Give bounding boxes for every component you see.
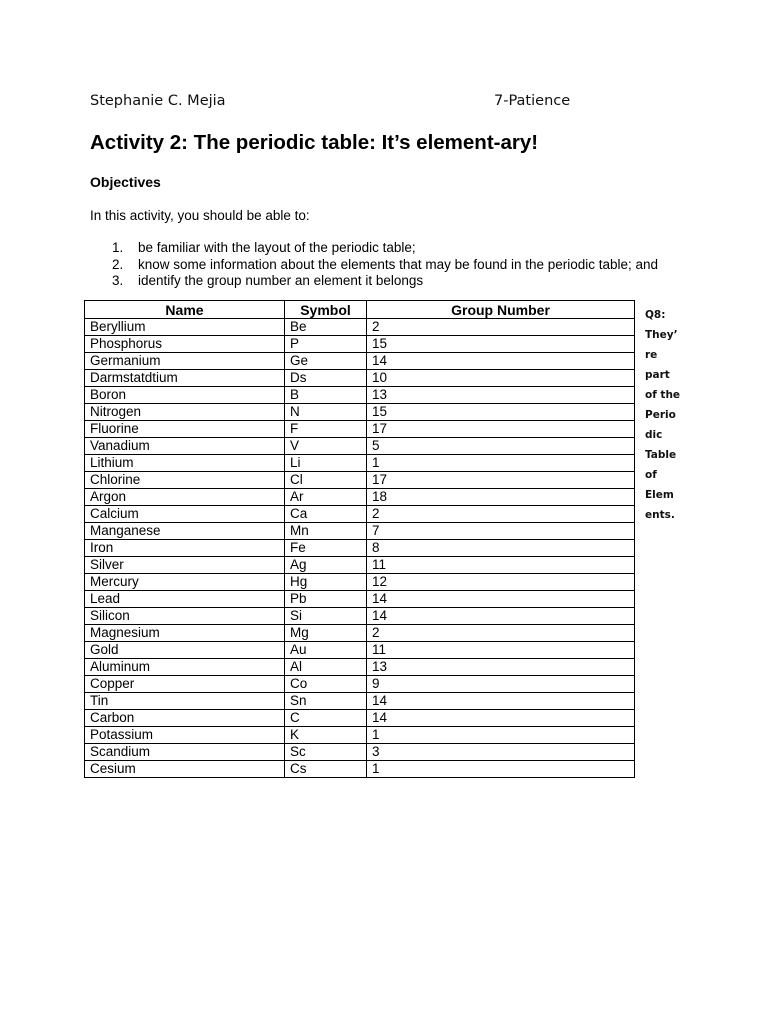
element-group-cell: 14 bbox=[367, 591, 635, 608]
element-name-cell: Cesium bbox=[85, 761, 285, 778]
table-row bbox=[85, 353, 635, 370]
objective-text: be familiar with the layout of the periodic table; bbox=[138, 240, 416, 255]
activity-title: Activity 2: The periodic table: It’s element-ary! bbox=[90, 131, 539, 154]
element-symbol-cell: K bbox=[285, 727, 367, 744]
table-row bbox=[85, 693, 635, 710]
side-note-line: re bbox=[645, 349, 658, 361]
element-name-cell: Nitrogen bbox=[85, 404, 285, 421]
element-name-cell: Fluorine bbox=[85, 421, 285, 438]
element-symbol-cell: Cl bbox=[285, 472, 367, 489]
side-note-line: of the bbox=[645, 389, 681, 401]
objective-item bbox=[112, 240, 658, 257]
element-symbol-cell: Be bbox=[285, 319, 367, 336]
side-note-line: part bbox=[645, 369, 670, 381]
element-symbol-cell: Si bbox=[285, 608, 367, 625]
objectives-heading: Objectives bbox=[90, 174, 161, 190]
table-row bbox=[85, 421, 635, 438]
table-row bbox=[85, 727, 635, 744]
element-name-cell: Silicon bbox=[85, 608, 285, 625]
side-note-line: of bbox=[645, 469, 657, 481]
element-name-cell: Copper bbox=[85, 676, 285, 693]
element-symbol-cell: Ar bbox=[285, 489, 367, 506]
table-row bbox=[85, 659, 635, 676]
element-group-cell: 14 bbox=[367, 710, 635, 727]
element-group-cell: 18 bbox=[367, 489, 635, 506]
header-name: Name bbox=[85, 301, 285, 319]
element-symbol-cell: Ge bbox=[285, 353, 367, 370]
element-group-cell: 1 bbox=[367, 761, 635, 778]
objective-number: 1. bbox=[112, 240, 124, 255]
element-name-cell: Chlorine bbox=[85, 472, 285, 489]
element-group-cell: 13 bbox=[367, 387, 635, 404]
element-name-cell: Potassium bbox=[85, 727, 285, 744]
element-name-cell: Silver bbox=[85, 557, 285, 574]
element-name-cell: Scandium bbox=[85, 744, 285, 761]
objective-text: know some information about the elements that may be found in the periodic table; and bbox=[138, 256, 659, 272]
table-row bbox=[85, 710, 635, 727]
element-group-cell: 2 bbox=[367, 625, 635, 642]
objective-number: 2. bbox=[112, 256, 124, 272]
element-name-cell: Argon bbox=[85, 489, 285, 506]
side-note-line: Q8: bbox=[645, 309, 666, 321]
element-symbol-cell: N bbox=[285, 404, 367, 421]
element-name-cell: Beryllium bbox=[85, 319, 285, 336]
element-name-cell: Iron bbox=[85, 540, 285, 557]
side-note-line: They’ bbox=[645, 329, 678, 341]
element-name-cell: Vanadium bbox=[85, 438, 285, 455]
table-row bbox=[85, 370, 635, 387]
element-group-cell: 3 bbox=[367, 744, 635, 761]
element-symbol-cell: V bbox=[285, 438, 367, 455]
table-row bbox=[85, 591, 635, 608]
objectives-intro: In this activity, you should be able to: bbox=[90, 208, 310, 223]
table-header-row bbox=[85, 301, 635, 319]
element-symbol-cell: Au bbox=[285, 642, 367, 659]
table-row bbox=[85, 642, 635, 659]
element-group-cell: 2 bbox=[367, 319, 635, 336]
element-symbol-cell: Ca bbox=[285, 506, 367, 523]
element-group-cell: 15 bbox=[367, 404, 635, 421]
element-group-cell: 2 bbox=[367, 506, 635, 523]
table-row bbox=[85, 608, 635, 625]
element-name-cell: Gold bbox=[85, 642, 285, 659]
element-symbol-cell: Mn bbox=[285, 523, 367, 540]
header-group-number: Group Number bbox=[367, 301, 635, 319]
table-row bbox=[85, 387, 635, 404]
objective-text: identify the group number an element it belongs bbox=[138, 273, 424, 288]
element-symbol-cell: C bbox=[285, 710, 367, 727]
element-group-cell: 10 bbox=[367, 370, 635, 387]
elements-table bbox=[84, 300, 635, 778]
table-row bbox=[85, 676, 635, 693]
class-section: 7-Patience bbox=[494, 93, 571, 109]
objective-item bbox=[112, 257, 658, 274]
element-group-cell: 14 bbox=[367, 693, 635, 710]
table-row bbox=[85, 404, 635, 421]
table-row bbox=[85, 319, 635, 336]
element-group-cell: 17 bbox=[367, 472, 635, 489]
element-group-cell: 7 bbox=[367, 523, 635, 540]
table-row bbox=[85, 761, 635, 778]
element-name-cell: Mercury bbox=[85, 574, 285, 591]
element-name-cell: Phosphorus bbox=[85, 336, 285, 353]
header-symbol: Symbol bbox=[285, 301, 367, 319]
element-symbol-cell: Ds bbox=[285, 370, 367, 387]
table-row bbox=[85, 744, 635, 761]
objective-number: 3. bbox=[112, 273, 124, 288]
element-symbol-cell: Ag bbox=[285, 557, 367, 574]
table-row bbox=[85, 506, 635, 523]
element-name-cell: Lead bbox=[85, 591, 285, 608]
element-group-cell: 14 bbox=[367, 608, 635, 625]
table-row bbox=[85, 472, 635, 489]
element-name-cell: Calcium bbox=[85, 506, 285, 523]
element-group-cell: 1 bbox=[367, 727, 635, 744]
element-group-cell: 14 bbox=[367, 353, 635, 370]
objectives-list bbox=[112, 240, 658, 290]
side-note-line: Table bbox=[645, 449, 677, 461]
side-note-line: ents. bbox=[645, 509, 675, 521]
element-group-cell: 12 bbox=[367, 574, 635, 591]
element-name-cell: Tin bbox=[85, 693, 285, 710]
element-group-cell: 15 bbox=[367, 336, 635, 353]
table-row bbox=[85, 489, 635, 506]
element-group-cell: 5 bbox=[367, 438, 635, 455]
element-symbol-cell: Pb bbox=[285, 591, 367, 608]
element-symbol-cell: Sc bbox=[285, 744, 367, 761]
objective-item bbox=[112, 273, 658, 290]
element-symbol-cell: P bbox=[285, 336, 367, 353]
table-row bbox=[85, 455, 635, 472]
element-group-cell: 11 bbox=[367, 642, 635, 659]
student-name: Stephanie C. Mejia bbox=[90, 93, 226, 109]
side-note-line: dic bbox=[645, 429, 663, 441]
element-name-cell: Aluminum bbox=[85, 659, 285, 676]
element-symbol-cell: Mg bbox=[285, 625, 367, 642]
side-note-line: Elem bbox=[645, 489, 674, 501]
element-group-cell: 17 bbox=[367, 421, 635, 438]
element-name-cell: Lithium bbox=[85, 455, 285, 472]
element-group-cell: 1 bbox=[367, 455, 635, 472]
element-symbol-cell: Li bbox=[285, 455, 367, 472]
element-symbol-cell: Co bbox=[285, 676, 367, 693]
element-symbol-cell: F bbox=[285, 421, 367, 438]
q8-side-note bbox=[645, 305, 695, 525]
element-name-cell: Magnesium bbox=[85, 625, 285, 642]
element-group-cell: 13 bbox=[367, 659, 635, 676]
element-name-cell: Darmstatdtium bbox=[85, 370, 285, 387]
element-symbol-cell: Sn bbox=[285, 693, 367, 710]
element-symbol-cell: B bbox=[285, 387, 367, 404]
element-group-cell: 9 bbox=[367, 676, 635, 693]
element-symbol-cell: Fe bbox=[285, 540, 367, 557]
element-name-cell: Carbon bbox=[85, 710, 285, 727]
element-group-cell: 11 bbox=[367, 557, 635, 574]
table-row bbox=[85, 336, 635, 353]
element-name-cell: Germanium bbox=[85, 353, 285, 370]
table-row bbox=[85, 523, 635, 540]
table-row bbox=[85, 574, 635, 591]
element-name-cell: Boron bbox=[85, 387, 285, 404]
element-symbol-cell: Cs bbox=[285, 761, 367, 778]
table-row bbox=[85, 438, 635, 455]
side-note-line: Perio bbox=[645, 409, 676, 421]
table-row bbox=[85, 557, 635, 574]
element-symbol-cell: Al bbox=[285, 659, 367, 676]
table-row bbox=[85, 540, 635, 557]
element-group-cell: 8 bbox=[367, 540, 635, 557]
table-row bbox=[85, 625, 635, 642]
element-name-cell: Manganese bbox=[85, 523, 285, 540]
element-symbol-cell: Hg bbox=[285, 574, 367, 591]
